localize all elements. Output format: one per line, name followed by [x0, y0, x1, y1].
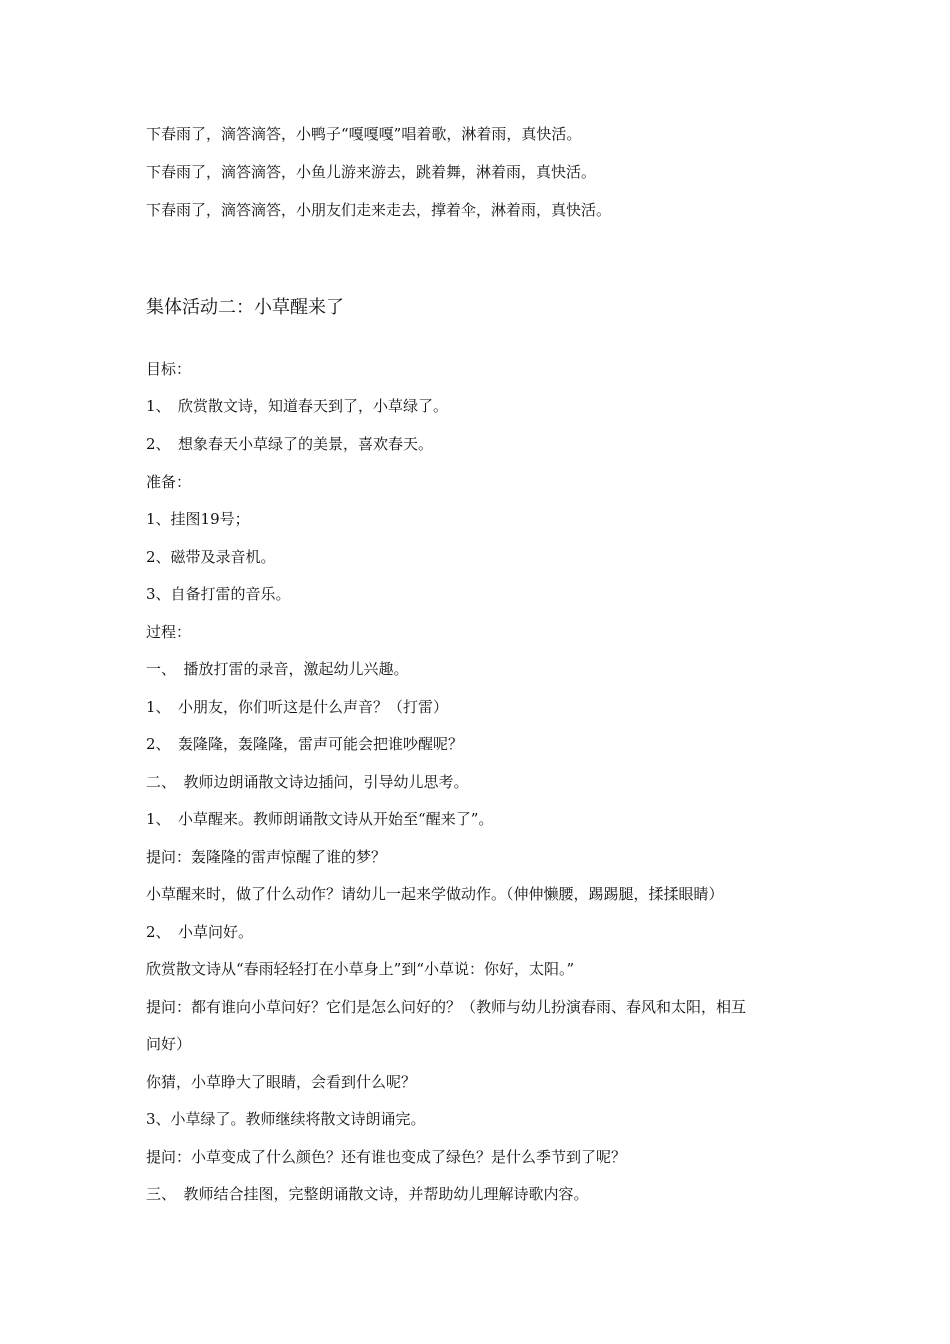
section-title: 集体活动二：小草醒来了 — [146, 297, 344, 318]
poem-line: 下春雨了，滴答滴答，小鸭子“嘎嘎嘎”唱着歌，淋着雨，真快活。 — [146, 125, 582, 143]
list-item: 2、 轰隆隆，轰隆隆，雷声可能会把谁吵醒呢？ — [146, 735, 464, 753]
step-heading: 一、 播放打雷的录音，激起幼儿兴趣。 — [146, 660, 409, 678]
step-heading: 二、 教师边朗诵散文诗边插问，引导幼儿思考。 — [146, 773, 469, 791]
list-item: 1、挂图19号； — [146, 510, 250, 528]
list-item: 2、磁带及录音机。 — [146, 548, 276, 566]
poem-line: 下春雨了，滴答滴答，小鱼儿游来游去，跳着舞，淋着雨，真快活。 — [146, 163, 597, 181]
list-item: 3、自备打雷的音乐。 — [146, 585, 291, 603]
list-item: 1、 小朋友，你们听这是什么声音？（打雷） — [146, 698, 449, 716]
list-item: 1、 欣赏散文诗，知道春天到了，小草绿了。 — [146, 397, 449, 415]
paragraph: 提问：都有谁向小草问好？它们是怎么问好的？（教师与幼儿扮演春雨、春风和太阳，相互 — [146, 998, 747, 1016]
list-item: 2、 想象春天小草绿了的美景，喜欢春天。 — [146, 435, 434, 453]
heading-goal: 目标： — [146, 360, 192, 378]
list-item: 2、 小草问好。 — [146, 923, 254, 941]
paragraph: 欣赏散文诗从“春雨轻轻打在小草身上”到“小草说：你好，太阳。” — [146, 960, 575, 978]
list-item: 3、小草绿了。教师继续将散文诗朗诵完。 — [146, 1110, 426, 1128]
paragraph: 提问：小草变成了什么颜色？还有谁也变成了绿色？是什么季节到了呢？ — [146, 1148, 627, 1166]
step-heading: 三、 教师结合挂图，完整朗诵散文诗，并帮助幼儿理解诗歌内容。 — [146, 1185, 589, 1203]
heading-prep: 准备： — [146, 473, 192, 491]
paragraph: 问好） — [146, 1035, 192, 1053]
paragraph: 你猜，小草睁大了眼睛，会看到什么呢？ — [146, 1073, 417, 1091]
paragraph: 小草醒来时，做了什么动作？请幼儿一起来学做动作。（伸伸懒腰，踢踢腿，揉揉眼睛） — [146, 885, 724, 903]
list-item: 1、 小草醒来。教师朗诵散文诗从开始至“醒来了”。 — [146, 810, 494, 828]
poem-line: 下春雨了，滴答滴答，小朋友们走来走去，撑着伞，淋着雨，真快活。 — [146, 201, 612, 219]
paragraph: 提问：轰隆隆的雷声惊醒了谁的梦？ — [146, 848, 387, 866]
heading-process: 过程： — [146, 623, 192, 641]
